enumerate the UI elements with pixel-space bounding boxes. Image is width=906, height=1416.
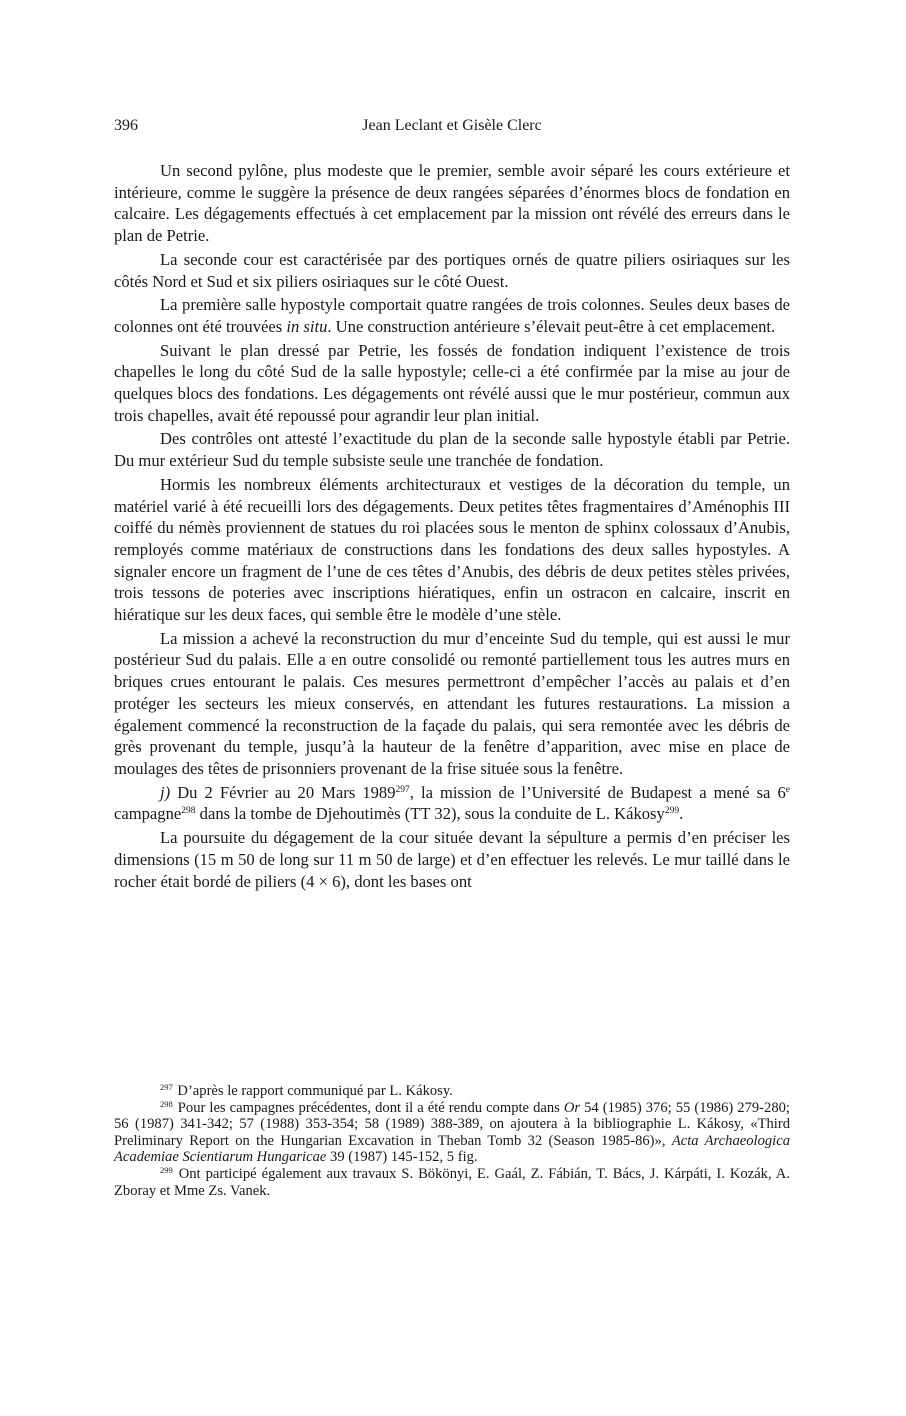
- section-j-paragraph: [114, 782, 790, 825]
- paragraph: Suivant le plan dressé par Petrie, les fossés de fondation indiquent l’existence de trois chapelles le long du côté Sud de la salle hypostyle; celle-ci a été confirmée par la mise au jour de quelques blocs des fondations. Les dégagements ont révélé aussi que le mur postérieur, commun aux trois chapelles, avait été repoussé pour agrandir leur plan initial.: [114, 340, 790, 425]
- footnote-ref: 298: [181, 806, 196, 817]
- paragraph: La seconde cour est caractérisée par des portiques ornés de quatre piliers osiriaques sur les côtés Nord et Sud et six piliers osiriaques sur le côté Ouest.: [114, 249, 790, 291]
- footnote-text: Ont participé également aux travaux S. Bökönyi, E. Gaál, Z. Fábián, T. Bács, J. Kárpáti, I. Kozák, A. Zboray et Mme Zs. Vanek.: [114, 1165, 790, 1199]
- paragraph-text: .: [679, 804, 684, 824]
- footnote-number: 298: [160, 1098, 173, 1109]
- section-label: j): [160, 782, 171, 802]
- running-title: Jean Leclant et Gisèle Clerc: [362, 117, 542, 134]
- paragraph-text: dans la tombe de Djehoutimès (TT 32), sous la conduite de L. Kákosy: [195, 804, 665, 824]
- footnote-text: 54 (1985) 376; 55 (1986) 279-280; 56 (1987) 341-342; 57 (1988) 353-354; 58 (1989) 388-389, on ajoutera à la bibliographie L. Kákosy, «Third Preliminary Report on the Hungarian Excavation in Theban Tomb 32 (Season 1985-86)»,: [114, 1099, 790, 1149]
- paragraph-text: La première salle hypostyle comportait quatre rangées de trois colonnes. Seules deux bases de colonnes ont été trouvées: [114, 295, 790, 336]
- paragraph: La poursuite du dégagement de la cour située devant la sépulture a permis d’en préciser les dimensions (15 m 50 de long sur 11 m 50 de large) et d’en effectuer les relevés. Le mur taillé dans le rocher était bordé de piliers (4 × 6), dont les bases ont: [114, 828, 790, 891]
- paragraph: La mission a achevé la reconstruction du mur d’enceinte Sud du temple, qui est aussi le mur postérieur Sud du palais. Elle a en outre consolidé ou remonté partiellement tous les autres murs en briques crues entourant le palais. Ces mesures permettront d’empêcher l’accès au palais et d’en protéger les secteurs les mieux conservés, en attendant les futures restaurations. La mission a également commencé la reconstruction de la façade du palais, qui sera remontée avec les débris de grès provenant du temple, jusqu’à la hauteur de la fenêtre d’apparition, avec mise en place de moulages des têtes de prisonniers provenant de la frise située sous la fenêtre.: [114, 628, 790, 778]
- footnote-ref: 299: [664, 806, 680, 817]
- footnotes: [114, 1083, 790, 1199]
- footnote-text: Pour les campagnes précédentes, dont il a été rendu compte dans: [173, 1099, 564, 1116]
- journal-title: Acta Archaeologica Academiae Scientiarum Hungaricae: [114, 1132, 790, 1166]
- paragraph-text: Du 2 Février au 20 Mars 1989: [170, 782, 396, 802]
- paragraph: Des contrôles ont attesté l’exactitude du plan de la seconde salle hypostyle établi par Petrie. Du mur extérieur Sud du temple subsiste seule une tranchée de fondation.: [114, 429, 790, 471]
- ordinal-superscript: e: [785, 784, 790, 795]
- page-header: [114, 117, 790, 141]
- footnote-text: D’après le rapport communiqué par L. Kákosy.: [173, 1083, 453, 1099]
- paragraph: Hormis les nombreux éléments architecturaux et vestiges de la décoration du temple, un matériel varié à été recueilli lors des dégagements. Deux petites têtes fragmentaires d’Aménophis III coiffé du némès proviennent de statues du roi placées sous le menton de sphinx colossaux d’Anubis, remployés comme matériaux de constructions dans les fondations des deux salles hypostyles. A signaler encore un fragment de l’une de ces têtes d’Anubis, des débris de deux petites stèles privées, trois tessons de poteries avec inscriptions hiératiques, enfin un ostracon en calcaire, inscrit en hiératique sur les deux faces, qui semble être le modèle d’une stèle.: [114, 474, 790, 625]
- paragraph-text: campagne: [114, 804, 182, 824]
- journal-title: Or: [563, 1099, 581, 1116]
- footnote-number: 299: [160, 1164, 173, 1175]
- page-number: 396: [114, 117, 138, 134]
- footnote-text: 39 (1987) 145-152, 5 fig.: [326, 1149, 478, 1166]
- paragraph: Un second pylône, plus modeste que le premier, semble avoir séparé les cours extérieure et intérieure, comme le suggère la présence de deux rangées séparées d’énormes blocs de fondation en calcaire. Les dégagements effectués à cet emplacement par la mission ont révélé des erreurs dans le plan de Petrie.: [114, 161, 790, 246]
- paragraph: [114, 294, 790, 337]
- footnote-298: [114, 1100, 790, 1166]
- paragraph-text: . Une construction antérieure s’élevait peut-être à cet emplacement.: [327, 316, 776, 336]
- footnote-number: 297: [160, 1082, 173, 1092]
- footnote-299: [114, 1166, 790, 1199]
- body-text: [114, 160, 790, 894]
- paragraph-text: , la mission de l’Université de Budapest a mené sa 6: [409, 782, 786, 802]
- footnote-ref: 297: [395, 784, 410, 795]
- italic-term: in situ: [286, 316, 328, 336]
- footnote-297: [114, 1083, 790, 1100]
